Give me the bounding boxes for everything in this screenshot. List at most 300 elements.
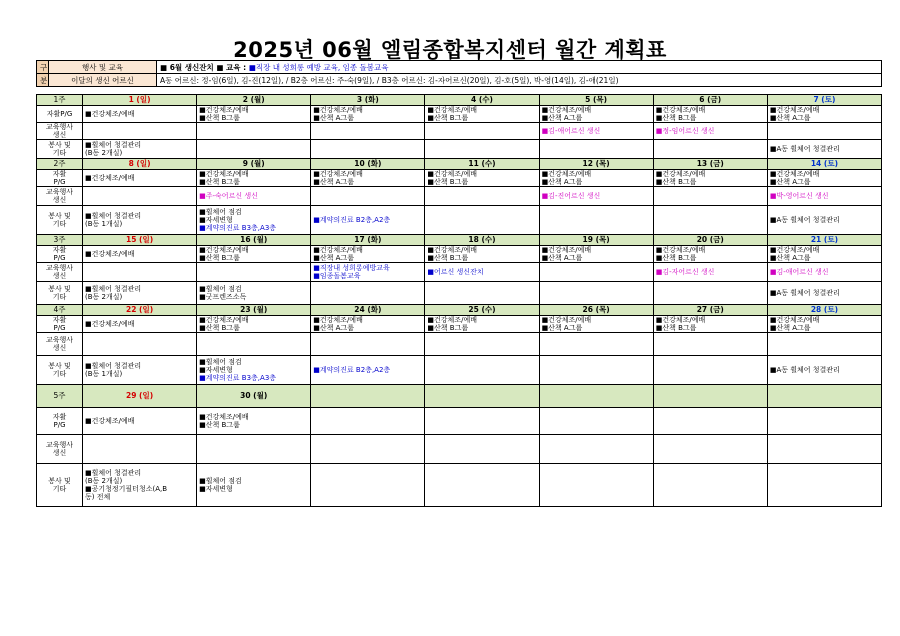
etc-line: ■A동 휠체어 청결관리 (769, 216, 840, 224)
birthday-label: 이달의 생신 어르신 (49, 74, 157, 87)
event-cell (197, 435, 311, 464)
program-cell (83, 316, 197, 333)
label-text: P/G (53, 178, 66, 186)
pg-line: ■산책 A그룹 (313, 324, 354, 332)
etc-row (37, 282, 882, 305)
label-text: 봉사 및 (48, 141, 71, 149)
event-text: ■김-자어르신 생신 (655, 268, 715, 276)
program-cell (311, 316, 425, 333)
pg-line: ■건강체조/예배 (769, 246, 820, 254)
event-text: ■직장내 성희롱예방교육 (313, 264, 390, 272)
etc-cell (539, 356, 653, 385)
label-text: 자활 (52, 413, 67, 421)
pg-line: ■산책 B그룹 (427, 254, 469, 262)
label-text: 생신 (52, 344, 67, 352)
etc-line: ■자세변형 (199, 216, 233, 224)
label-text: 교육행사 (45, 188, 74, 196)
pg-line: ■건강체조/예배 (655, 316, 706, 324)
etc-cell (653, 356, 767, 385)
etc-line: 동) 전체 (85, 493, 111, 501)
event-cell (539, 435, 653, 464)
event-cell (539, 187, 653, 206)
etc-line: (B동 1개실) (85, 220, 123, 228)
etc-line: (B동 2개실) (85, 293, 123, 301)
event-cell (311, 263, 425, 282)
event-cell (311, 123, 425, 140)
program-cell (83, 408, 197, 435)
event-cell (767, 123, 881, 140)
program-cell (767, 316, 881, 333)
week-header-row (37, 95, 882, 106)
event-row (37, 123, 882, 140)
event-text: ■정-임어르신 생신 (655, 127, 715, 135)
pg-line: ■산책 B그룹 (199, 421, 240, 429)
pg-line: ■산책 B그룹 (655, 324, 697, 332)
event-cell (83, 263, 197, 282)
pg-line: ■건강체조/예배 (769, 106, 820, 114)
event-edu-text (157, 61, 882, 74)
event-cell (653, 333, 767, 356)
etc-line: (B동 1개실) (85, 370, 123, 378)
etc-line: ■휠체어 점검 (199, 285, 242, 293)
etc-line: ■휠체어 청결관리 (85, 212, 142, 220)
etc-cell (653, 140, 767, 159)
event-cell (767, 263, 881, 282)
event-cell (311, 187, 425, 206)
day-header: 28 (토) (767, 305, 881, 316)
event-cell (425, 435, 539, 464)
program-label (37, 316, 83, 333)
program-cell (425, 246, 539, 263)
day-header: 21 (토) (767, 235, 881, 246)
week-label: 4주 (37, 305, 83, 316)
program-cell (311, 408, 425, 435)
etc-cell (311, 140, 425, 159)
label-text: P/G (53, 421, 66, 429)
etc-cell (767, 464, 881, 507)
etc-cell (83, 282, 197, 305)
program-cell (425, 170, 539, 187)
label-text: 봉사 및 (48, 362, 71, 370)
day-header: 22 (일) (83, 305, 197, 316)
etc-cell (425, 464, 539, 507)
etc-cell (425, 206, 539, 235)
program-cell (539, 316, 653, 333)
pg-line: ■건강체조/예배 (655, 246, 706, 254)
label-text: P/G (53, 324, 66, 332)
pg-line: ■산책 A그룹 (313, 254, 354, 262)
pg-line: ■건강체조/예배 (769, 170, 820, 178)
event-cell (83, 333, 197, 356)
day-header: 15 (일) (83, 235, 197, 246)
etc-cell (767, 206, 881, 235)
label-text: 생신 (52, 272, 67, 280)
pg-line: ■건강체조/예배 (541, 316, 592, 324)
day-header: 7 (토) (767, 95, 881, 106)
event-label (37, 263, 83, 282)
etc-line: ■자세변형 (199, 485, 233, 493)
program-cell (197, 246, 311, 263)
week-header-row (37, 159, 882, 170)
label-text: 봉사 및 (48, 477, 71, 485)
etc-line: ■휠체어 청결관리 (85, 469, 142, 477)
label-text: 기타 (52, 370, 67, 378)
event-text: ■박-영어르신 생신 (769, 192, 829, 200)
etc-line: ■휠체어 청결관리 (85, 285, 142, 293)
pg-line: ■산책 B그룹 (199, 114, 240, 122)
week-label: 1주 (37, 95, 83, 106)
pg-line: ■건강체조/예배 (199, 316, 249, 324)
program-cell (539, 408, 653, 435)
event-cell (767, 435, 881, 464)
pg-line: ■산책 A그룹 (769, 114, 811, 122)
pg-line: ■건강체조/예배 (199, 170, 249, 178)
etc-label (37, 464, 83, 507)
pg-line: ■산책 B그룹 (199, 254, 240, 262)
event-cell (653, 123, 767, 140)
program-row (37, 408, 882, 435)
day-header: 3 (화) (311, 95, 425, 106)
event-cell (767, 187, 881, 206)
pg-line: ■산책 A그룹 (541, 114, 583, 122)
day-header (767, 385, 881, 408)
program-cell (425, 316, 539, 333)
event-cell (197, 123, 311, 140)
pg-line: ■건강체조/예배 (199, 246, 249, 254)
etc-line: ■A동 휠체어 청결관리 (769, 145, 840, 153)
pg-line: ■산책 B그룹 (655, 178, 697, 186)
gubun-label-1: 구 (37, 61, 49, 74)
event-text: ■주-숙어르신 생신 (199, 192, 258, 200)
day-header (311, 385, 425, 408)
event-cell (767, 333, 881, 356)
event-cell (539, 333, 653, 356)
program-label (37, 408, 83, 435)
etc-cell (197, 282, 311, 305)
pg-line: ■건강체조/예배 (769, 316, 820, 324)
week-label: 3주 (37, 235, 83, 246)
program-label (37, 246, 83, 263)
week-label: 2주 (37, 159, 83, 170)
event-label (37, 333, 83, 356)
day-header: 11 (수) (425, 159, 539, 170)
program-row (37, 316, 882, 333)
pg-line: ■건강체조/예배 (427, 106, 477, 114)
day-header: 12 (목) (539, 159, 653, 170)
program-label (37, 106, 83, 123)
day-header: 17 (화) (311, 235, 425, 246)
program-cell (311, 246, 425, 263)
program-cell (311, 170, 425, 187)
etc-cell (311, 356, 425, 385)
etc-row (37, 356, 882, 385)
pg-line: ■건강체조/예배 (85, 320, 135, 328)
calendar-table (36, 94, 882, 507)
label-text: 기타 (52, 293, 67, 301)
day-header: 18 (수) (425, 235, 539, 246)
program-cell (197, 316, 311, 333)
day-header: 10 (화) (311, 159, 425, 170)
day-header (425, 385, 539, 408)
day-header (539, 385, 653, 408)
event-cell (83, 123, 197, 140)
pg-line: ■건강체조/예배 (85, 174, 135, 182)
pg-line: ■건강체조/예배 (655, 170, 706, 178)
pg-line: ■건강체조/예배 (541, 246, 592, 254)
etc-cell (653, 282, 767, 305)
program-cell (653, 106, 767, 123)
day-header: 23 (월) (197, 305, 311, 316)
event-label (37, 435, 83, 464)
day-header: 2 (월) (197, 95, 311, 106)
pg-line: ■산책 A그룹 (541, 254, 583, 262)
pg-line: ■산책 B그룹 (427, 114, 469, 122)
pg-line: ■산책 B그룹 (427, 178, 469, 186)
etc-line: ■계약의진료 B3층,A3층 (199, 374, 277, 382)
event-cell (425, 333, 539, 356)
day-header: 14 (토) (767, 159, 881, 170)
program-row (37, 246, 882, 263)
program-cell (539, 106, 653, 123)
day-header: 26 (목) (539, 305, 653, 316)
etc-row (37, 464, 882, 507)
label-text: 교육행사 (45, 264, 74, 272)
etc-cell (83, 140, 197, 159)
program-cell (767, 170, 881, 187)
event-edu-summary: ■ 6월 생신잔치 ■ 교육 : (160, 62, 249, 72)
etc-cell (653, 206, 767, 235)
program-cell (197, 170, 311, 187)
week-label: 5주 (37, 385, 83, 408)
etc-cell (425, 356, 539, 385)
day-header: 16 (월) (197, 235, 311, 246)
label-text: 자활P/G (46, 110, 73, 118)
event-text: ■김-애어르신 생신 (769, 268, 829, 276)
program-cell (83, 246, 197, 263)
pg-line: ■건강체조/예배 (427, 170, 477, 178)
event-cell (197, 263, 311, 282)
program-cell (767, 246, 881, 263)
day-header: 6 (금) (653, 95, 767, 106)
pg-line: ■건강체조/예배 (541, 106, 592, 114)
program-cell (425, 106, 539, 123)
etc-line: ■휠체어 점검 (199, 358, 242, 366)
program-cell (653, 170, 767, 187)
event-edu-label: 행사 및 교육 (49, 61, 157, 74)
etc-cell (539, 282, 653, 305)
label-text: 자활 (52, 246, 67, 254)
event-cell (425, 123, 539, 140)
day-header: 9 (월) (197, 159, 311, 170)
event-cell (311, 333, 425, 356)
pg-line: ■산책 A그룹 (541, 178, 583, 186)
pg-line: ■산책 A그룹 (769, 254, 811, 262)
etc-line: ■휠체어 점검 (199, 477, 242, 485)
event-text: ■임종돌봄교육 (313, 272, 361, 280)
event-row (37, 187, 882, 206)
pg-line: ■건강체조/예배 (313, 106, 363, 114)
event-cell (311, 435, 425, 464)
pg-line: ■건강체조/예배 (85, 110, 135, 118)
pg-line: ■산책 A그룹 (769, 324, 811, 332)
week-header-row (37, 305, 882, 316)
event-text: ■어르신 생신잔치 (427, 268, 484, 276)
etc-label (37, 140, 83, 159)
etc-cell (767, 140, 881, 159)
pg-line: ■건강체조/예배 (313, 316, 363, 324)
etc-line: ■굿프렌즈소독 (199, 293, 247, 301)
day-header: 30 (월) (197, 385, 311, 408)
label-text: 봉사 및 (48, 212, 71, 220)
etc-cell (83, 206, 197, 235)
pg-line: ■건강체조/예배 (85, 250, 135, 258)
label-text: 자활 (52, 316, 67, 324)
event-cell (425, 187, 539, 206)
label-text: 생신 (52, 131, 67, 139)
program-cell (425, 408, 539, 435)
etc-cell (197, 140, 311, 159)
label-text: 교육행사 (45, 123, 74, 131)
edu-list: ■직장 내 성희롱 예방 교육, 임종 돌봄교육 (248, 62, 389, 72)
pg-line: ■건강체조/예배 (655, 106, 706, 114)
etc-label (37, 282, 83, 305)
label-text: 자활 (52, 170, 67, 178)
event-cell (653, 187, 767, 206)
etc-line: ■휠체어 청결관리 (85, 141, 142, 149)
pg-line: ■건강체조/예배 (427, 246, 477, 254)
pg-line: ■산책 A그룹 (313, 114, 354, 122)
event-label (37, 123, 83, 140)
label-text: P/G (53, 254, 66, 262)
label-text: 기타 (52, 149, 67, 157)
event-cell (197, 333, 311, 356)
birthday-text: A동 어르신: 정-임(6일), 김-진(12일), / B2층 어르신: 주-숙(9일), / B3층 어르신: 김-자어르신(20일), 김-호(5일), 박-영(14일), 김-애(21일) (157, 74, 882, 87)
etc-line: ■공기청정기필터청소(A,B (85, 485, 168, 493)
etc-line: (B동 2개실) (85, 149, 123, 157)
day-header: 20 (금) (653, 235, 767, 246)
pg-line: ■산책 A그룹 (541, 324, 583, 332)
program-cell (653, 316, 767, 333)
etc-cell (311, 206, 425, 235)
etc-line: ■계약의진료 B2층,A2층 (313, 366, 391, 374)
etc-cell (539, 140, 653, 159)
etc-row (37, 140, 882, 159)
day-header: 27 (금) (653, 305, 767, 316)
day-header: 1 (일) (83, 95, 197, 106)
etc-cell (767, 282, 881, 305)
etc-cell (197, 464, 311, 507)
label-text: 교육행사 (45, 336, 74, 344)
etc-cell (311, 464, 425, 507)
week-header-row (37, 385, 882, 408)
program-cell (197, 106, 311, 123)
day-header: 13 (금) (653, 159, 767, 170)
pg-line: ■산책 B그룹 (655, 254, 697, 262)
day-header: 24 (화) (311, 305, 425, 316)
event-row (37, 435, 882, 464)
event-cell (83, 435, 197, 464)
pg-line: ■산책 B그룹 (655, 114, 697, 122)
header-table (36, 60, 882, 87)
program-cell (539, 170, 653, 187)
pg-line: ■산책 B그룹 (427, 324, 469, 332)
etc-label (37, 356, 83, 385)
label-text: 교육행사 (45, 441, 74, 449)
day-header: 5 (목) (539, 95, 653, 106)
event-cell (83, 187, 197, 206)
day-header: 29 (일) (83, 385, 197, 408)
event-text: ■김-진어르신 생신 (541, 192, 601, 200)
etc-cell (83, 464, 197, 507)
event-cell (653, 263, 767, 282)
etc-cell (425, 140, 539, 159)
pg-line: ■산책 B그룹 (199, 178, 240, 186)
day-header (653, 385, 767, 408)
label-text: 생신 (52, 196, 67, 204)
etc-line: ■휠체어 점검 (199, 208, 242, 216)
label-text: 기타 (52, 220, 67, 228)
program-cell (311, 106, 425, 123)
program-cell (653, 408, 767, 435)
pg-line: ■건강체조/예배 (313, 170, 363, 178)
program-cell (197, 408, 311, 435)
etc-cell (197, 356, 311, 385)
label-text: 생신 (52, 449, 67, 457)
etc-cell (539, 206, 653, 235)
pg-line: ■산책 A그룹 (313, 178, 354, 186)
week-header-row (37, 235, 882, 246)
etc-cell (539, 464, 653, 507)
label-text: 봉사 및 (48, 285, 71, 293)
event-row (37, 333, 882, 356)
etc-label (37, 206, 83, 235)
event-row (37, 263, 882, 282)
program-cell (83, 170, 197, 187)
page-title: 2025년 06월 엘림종합복지센터 월간 계획표 (233, 38, 667, 62)
pg-line: ■건강체조/예배 (199, 413, 249, 421)
etc-cell (311, 282, 425, 305)
event-cell (539, 123, 653, 140)
program-cell (653, 246, 767, 263)
event-cell (197, 187, 311, 206)
etc-line: ■A동 휠체어 청결관리 (769, 289, 840, 297)
etc-cell (83, 356, 197, 385)
day-header: 4 (수) (425, 95, 539, 106)
event-cell (539, 263, 653, 282)
day-header: 25 (수) (425, 305, 539, 316)
label-text: 기타 (52, 485, 67, 493)
program-cell (539, 246, 653, 263)
gubun-label-2: 분 (37, 74, 49, 87)
day-header: 19 (목) (539, 235, 653, 246)
etc-row (37, 206, 882, 235)
program-cell (83, 106, 197, 123)
program-cell (767, 408, 881, 435)
day-header: 8 (일) (83, 159, 197, 170)
etc-line: ■계약의진료 B2층,A2층 (313, 216, 391, 224)
event-cell (425, 263, 539, 282)
pg-line: ■건강체조/예배 (427, 316, 477, 324)
pg-line: ■건강체조/예배 (541, 170, 592, 178)
pg-line: ■산책 A그룹 (769, 178, 811, 186)
etc-line: (B동 2개실) (85, 477, 123, 485)
pg-line: ■건강체조/예배 (199, 106, 249, 114)
etc-cell (197, 206, 311, 235)
pg-line: ■건강체조/예배 (85, 417, 135, 425)
event-label (37, 187, 83, 206)
etc-line: ■A동 휠체어 청결관리 (769, 366, 840, 374)
pg-line: ■건강체조/예배 (313, 246, 363, 254)
